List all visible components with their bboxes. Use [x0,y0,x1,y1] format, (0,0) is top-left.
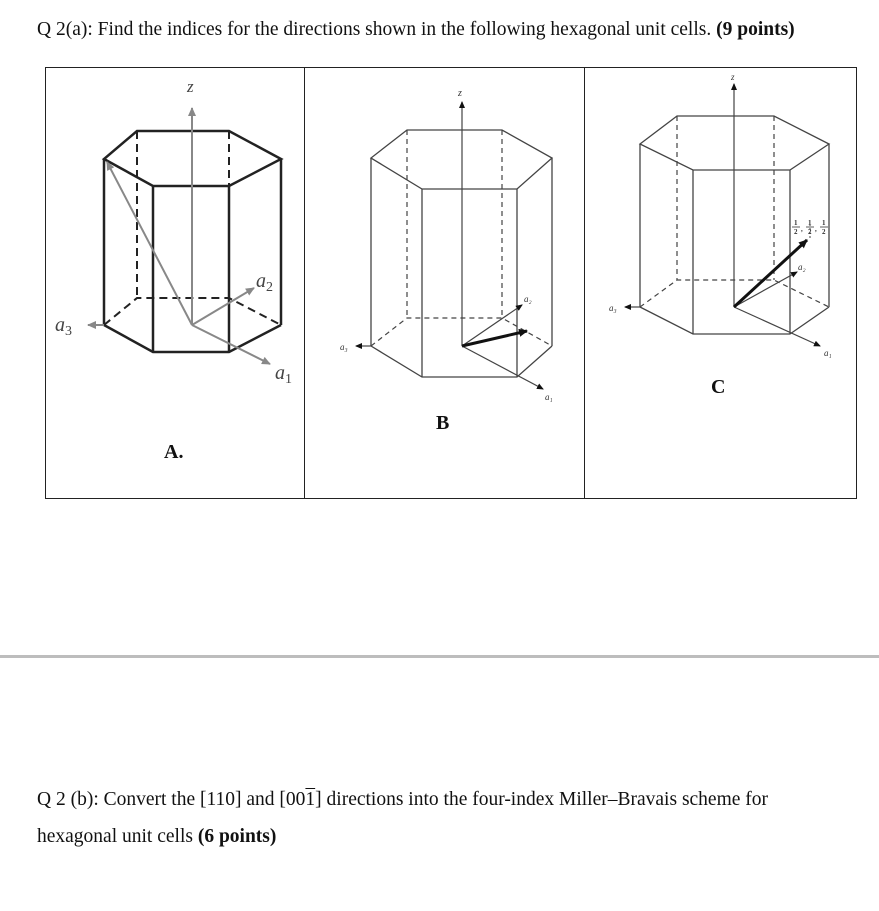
figure-c-a2-label: a₂ [798,262,806,272]
figure-b-a3-label: a₃ [340,342,348,352]
question-b-line2-text: hexagonal unit cells [37,826,193,847]
question-b-points: (6 points) [197,826,277,847]
figure-c-z-label: z [731,72,735,82]
figure-c [609,72,832,358]
figure-c-coord-3-den: 2 [822,228,826,236]
figure-c-coord-3-num: 1 [822,219,826,227]
figure-c-label: C [711,376,726,398]
figure-a-a2-axis [192,288,254,325]
figure-a-a2-label: $a_2$ [256,270,273,295]
svg-text:,: , [815,225,817,233]
figure-c-coord-2-num: 1 [808,219,812,227]
figure-c-bottom-front [640,307,829,334]
figure-c-direction-vector [734,240,807,307]
figure-a-bottom-front [104,325,281,352]
question-a-points: (9 points) [716,19,795,40]
question-b-text-suffix: ] directions into the four-index Miller–Bravais scheme for [315,789,769,810]
figure-b-bottom-front [371,346,552,377]
figure-b-a2-label: a₂ [524,294,532,304]
question-b-line-2 [37,826,276,848]
figure-a-a1-axis [192,325,270,364]
figure-c-a3-label: a₃ [609,303,617,313]
figure-b-z-label: z [458,88,462,99]
figure-c-coord-2-den: 2 [808,228,812,236]
figure-a-z-label: z [187,77,194,96]
figure-b-a1-axis [462,346,543,389]
question-a-text: Q 2(a): Find the indices for the directions shown in the following hexagonal unit cells. [37,19,712,40]
figure-c-a1-axis [734,307,820,346]
question-b-line-1 [37,789,768,811]
figure-a-a3-label: $a_3$ [55,314,72,339]
figure-c-coord-1-den: 2 [794,228,798,236]
question-b-text-prefix: Q 2 (b): Convert the [110] and [00 [37,789,306,810]
figure-a-a1-label: $a_1$ [275,362,292,387]
figure-a-label: A. [164,441,184,463]
svg-text:,: , [801,225,803,233]
figure-c-coord-1-num: 1 [794,219,798,227]
question-b-overlined-digit: 1 [305,789,316,810]
figure-c-a1-label: a₁ [824,348,832,358]
figure-a [55,77,292,387]
figure-b [340,88,553,402]
figure-b-label: B [436,412,450,434]
figure-c-coordinate-label [792,219,828,236]
figure-b-a1-label: a₁ [545,392,553,402]
section-separator [0,655,879,658]
